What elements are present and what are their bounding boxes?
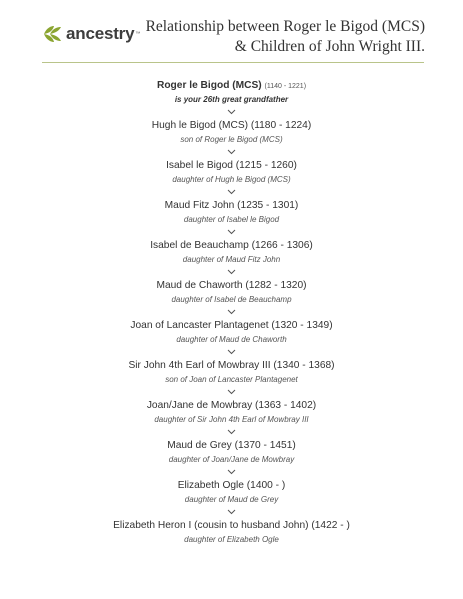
ancestor-relation: son of Roger le Bigod (MCS) — [180, 135, 283, 144]
chevron-down-icon — [0, 465, 463, 479]
header-divider — [42, 62, 424, 63]
ancestor-relation: daughter of Elizabeth Ogle — [184, 535, 279, 544]
ancestor-name: Isabel le Bigod (1215 - 1260) — [166, 160, 297, 171]
ancestor-name: Joan/Jane de Mowbray (1363 - 1402) — [146, 400, 317, 411]
ancestor-relation: daughter of Maud Fitz John — [182, 255, 281, 264]
ancestor-relation: daughter of Joan/Jane de Mowbray — [168, 455, 295, 464]
chevron-down-icon — [0, 225, 463, 239]
ancestor-name: Maud Fitz John (1235 - 1301) — [164, 200, 299, 211]
chevron-down-icon — [0, 185, 463, 199]
root-person-dates: (1140 - 1221) — [264, 83, 307, 90]
chevron-down-icon — [0, 425, 463, 439]
ancestry-logo — [42, 24, 140, 44]
page-title: Relationship between Roger le Bigod (MCS) & Children of John Wright III. — [145, 18, 425, 55]
ancestor-relation: daughter of Isabel de Beauchamp — [171, 295, 292, 304]
root-person-name: Roger le Bigod (MCS) — [156, 80, 262, 91]
ancestor-name: Isabel de Beauchamp (1266 - 1306) — [150, 240, 313, 251]
chevron-down-icon — [0, 345, 463, 359]
ancestor-name: Joan of Lancaster Plantagenet (1320 - 1349) — [130, 320, 333, 331]
chevron-down-icon — [0, 105, 463, 119]
ancestor-name: Hugh le Bigod (MCS) (1180 - 1224) — [151, 120, 312, 131]
ancestor-relation: son of Joan of Lancaster Plantagenet — [165, 375, 298, 384]
ancestor-relation: daughter of Sir John 4th Earl of Mowbray III — [154, 415, 309, 424]
chevron-down-icon — [0, 145, 463, 159]
ancestor-name: Maud de Grey (1370 - 1451) — [167, 440, 296, 451]
chevron-down-icon — [0, 385, 463, 399]
ancestor-relation: daughter of Isabel le Bigod — [183, 215, 280, 224]
ancestor-name: Elizabeth Ogle (1400 - ) — [177, 480, 286, 491]
root-relation: is your 26th great grandfather — [174, 95, 289, 104]
ancestor-name: Elizabeth Heron I (cousin to husband John) (1422 - ) — [113, 520, 350, 531]
ancestor-name: Maud de Chaworth (1282 - 1320) — [156, 280, 307, 291]
ancestor-relation: daughter of Maud de Grey — [184, 495, 279, 504]
chevron-down-icon — [0, 305, 463, 319]
relationship-chain — [0, 79, 463, 545]
ancestor-relation: daughter of Maud de Chaworth — [176, 335, 287, 344]
logo-wordmark: ancestry — [66, 24, 135, 43]
ancestor-relation: daughter of Hugh le Bigod (MCS) — [172, 175, 291, 184]
logo-trademark: ™ — [135, 31, 141, 37]
chevron-down-icon — [0, 265, 463, 279]
ancestry-leaf-icon — [42, 24, 64, 44]
chevron-down-icon — [0, 505, 463, 519]
root-person — [0, 79, 463, 92]
ancestor-name: Sir John 4th Earl of Mowbray III (1340 - 1368) — [128, 360, 335, 371]
page-header — [0, 0, 463, 62]
